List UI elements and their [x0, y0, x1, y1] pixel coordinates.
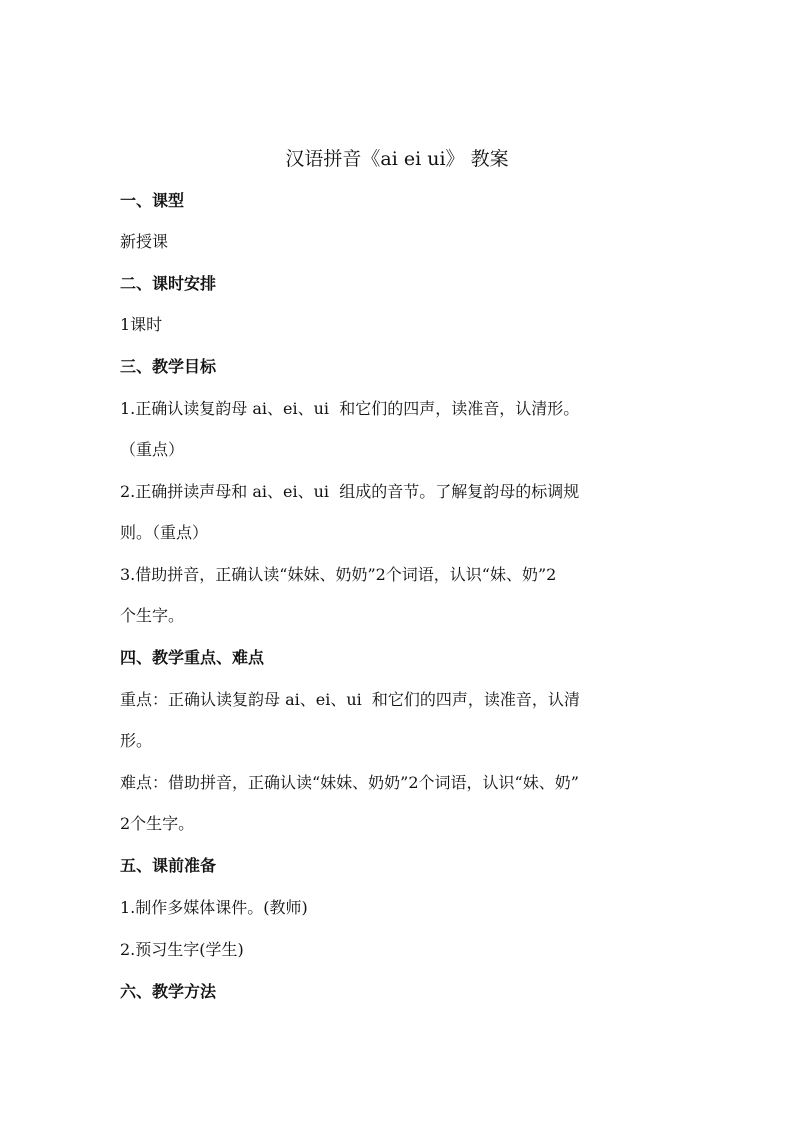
- paragraph-line: 难点：借助拼音，正确认读“妹妹、奶奶”2个词语，认识“妹、奶”: [120, 773, 579, 792]
- paragraph-line: 1课时: [120, 315, 163, 334]
- paragraph-line: 1.制作多媒体课件。(教师): [120, 898, 308, 917]
- paragraph-line: 重点：正确认读复韵母 ai、ei、ui 和它们的四声，读准音，认清: [120, 690, 580, 709]
- section-heading: 四、教学重点、难点: [120, 648, 265, 667]
- paragraph-line: 个生字。: [120, 606, 185, 625]
- paragraph-line: 2.预习生字(学生): [120, 940, 244, 959]
- document-title: 汉语拼音《ai ei ui》 教案: [285, 148, 509, 170]
- paragraph-line: 新授课: [120, 232, 169, 251]
- paragraph-line: （重点）: [120, 440, 185, 459]
- section-heading: 二、课时安排: [120, 274, 217, 293]
- paragraph-line: 2个生字。: [120, 814, 195, 833]
- section-heading: 一、课型: [120, 191, 185, 210]
- paragraph-line: 2.正确拼读声母和 ai、ei、ui 组成的音节。了解复韵母的标调规: [120, 482, 580, 501]
- paragraph-line: 3.借助拼音，正确认读“妹妹、奶奶”2个词语，认识“妹、奶”2: [120, 565, 557, 584]
- section-heading: 三、教学目标: [120, 357, 217, 376]
- paragraph-line: 1.正确认读复韵母 ai、ei、ui 和它们的四声，读准音，认清形。: [120, 399, 580, 418]
- section-heading: 五、课前准备: [120, 856, 217, 875]
- section-heading: 六、教学方法: [120, 982, 217, 1001]
- paragraph-line: 则。（重点）: [120, 523, 209, 542]
- paragraph-line: 形。: [120, 731, 153, 750]
